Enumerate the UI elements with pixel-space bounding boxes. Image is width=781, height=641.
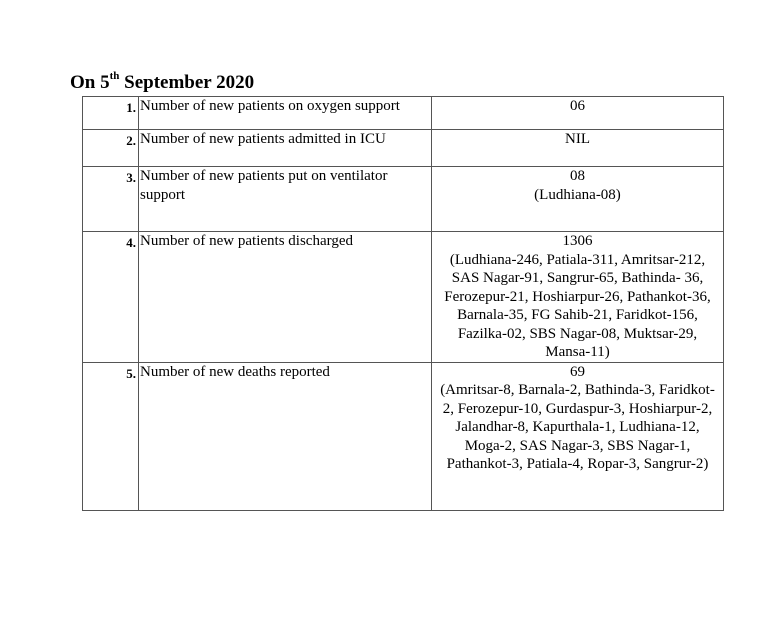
row-value: NIL	[565, 131, 590, 147]
table-row	[83, 130, 724, 167]
row-value-cell	[432, 167, 724, 232]
table-row	[83, 232, 724, 363]
row-number: 4.	[83, 232, 139, 363]
row-number: 5.	[83, 362, 139, 510]
row-number: 3.	[83, 167, 139, 232]
row-detail: (Ludhiana-08)	[534, 186, 621, 203]
row-label: Number of new patients admitted in ICU	[139, 130, 432, 167]
table-row	[83, 97, 724, 130]
row-label: Number of new patients discharged	[139, 232, 432, 363]
row-label: Number of new patients on oxygen support	[139, 97, 432, 130]
row-value-cell	[432, 97, 724, 130]
heading-prefix: On 5	[70, 72, 110, 93]
row-value-cell	[432, 232, 724, 363]
heading-superscript: th	[109, 70, 120, 82]
row-value: 1306	[562, 233, 593, 249]
row-value-cell	[432, 130, 724, 167]
row-value: 08	[570, 168, 585, 184]
row-value: 69	[570, 363, 585, 380]
covid-report-table	[82, 96, 724, 511]
page-heading	[70, 72, 254, 96]
row-label: Number of new deaths reported	[139, 362, 432, 510]
row-label: Number of new patients put on ventilator support	[139, 167, 432, 232]
row-value-cell	[432, 362, 724, 510]
table-row	[83, 167, 724, 232]
row-number: 1.	[83, 97, 139, 130]
table-row	[83, 362, 724, 510]
heading-suffix: September 2020	[119, 72, 255, 93]
row-number: 2.	[83, 130, 139, 167]
row-detail: (Amritsar-8, Barnala-2, Bathinda-3, Faridkot-2, Ferozepur-10, Gurdaspur-3, Hoshiarpur-2, Jalandhar-8, Kapurthala-1, Ludhiana-12, Moga-2, SAS Nagar-3, SBS Nagar-1, Pathankot-3, Patiala-4, Ropar-3, Sangrur-2)	[440, 382, 715, 472]
row-value: 06	[570, 98, 585, 114]
row-detail: (Ludhiana-246, Patiala-311, Amritsar-212, SAS Nagar-91, Sangrur-65, Bathinda- 36, Ferozepur-21, Hoshiarpur-26, Pathankot-36, Barnala-35, FG Sahib-21, Faridkot-156, Fazilka-02, SBS Nagar-08, Muktsar-29, Mansa-11)	[444, 251, 711, 360]
